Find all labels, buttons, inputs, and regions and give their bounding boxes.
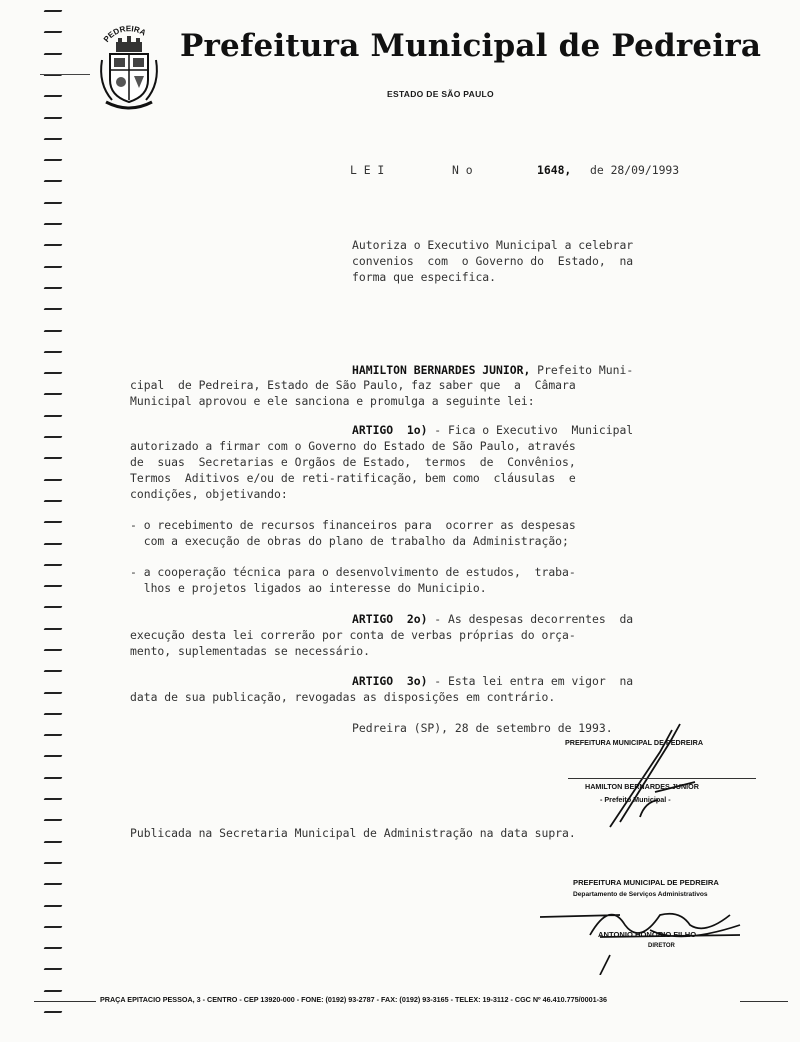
intro-first-line	[352, 363, 633, 377]
perforation-tick	[44, 31, 63, 33]
body-line: Municipal aprovou e ele sanciona e promulga a seguinte lei:	[130, 394, 535, 408]
perforation-tick	[44, 500, 63, 502]
perforation-tick	[44, 393, 63, 395]
perforation-tick	[44, 883, 63, 885]
list-item: - a cooperação técnica para o desenvolvimento de estudos, traba-	[130, 565, 576, 579]
perforation-tick	[44, 905, 63, 907]
seal-label: PEDREIRA	[101, 24, 148, 44]
body-line: autorizado a firmar com o Governo do Estado de São Paulo, através	[130, 439, 576, 453]
perforation-tick	[44, 351, 63, 353]
perforation-tick	[44, 713, 63, 715]
place-date: Pedreira (SP), 28 de setembro de 1993.	[352, 721, 613, 735]
perforation-tick	[44, 585, 63, 587]
perforation-tick	[44, 457, 63, 459]
body-line: Termos Aditivos e/ou de reti-ratificação, bem como cláusulas e	[130, 471, 576, 485]
list-item: lhos e projetos ligados ao interesse do Municipio.	[130, 581, 487, 595]
perforation-tick	[44, 734, 63, 736]
perforation-tick	[44, 372, 63, 374]
summary-line: Autoriza o Executivo Municipal a celebrar	[352, 238, 634, 252]
perforation-tick	[44, 564, 63, 566]
article-3-label: ARTIGO 3o)	[352, 674, 428, 688]
state-subtitle: ESTADO DE SÃO PAULO	[387, 89, 494, 99]
perforation-tick	[44, 862, 63, 864]
perforation-tick	[44, 479, 63, 481]
perforation-tick	[44, 308, 63, 310]
perforation-tick	[44, 692, 63, 694]
perforation-tick	[44, 138, 63, 140]
perforation-tick	[44, 521, 63, 523]
body-line: condições, objetivando:	[130, 487, 288, 501]
body-line: mento, suplementadas se necessário.	[130, 644, 371, 658]
perforation-tick	[44, 117, 63, 119]
law-number: 1648,	[537, 163, 572, 177]
perforation-tick	[44, 819, 63, 821]
law-label: L E I	[350, 163, 385, 177]
article-1-text: - Fica o Executivo Municipal	[427, 423, 634, 437]
signatory-name: HAMILTON BERNARDES JUNIOR	[585, 782, 699, 791]
perforation-tick	[44, 1011, 63, 1013]
body-line: cipal de Pedreira, Estado de São Paulo, faz saber que a Câmara	[130, 378, 576, 392]
perforation-tick	[44, 628, 63, 630]
summary-line: convenios com o Governo do Estado, na	[352, 254, 634, 268]
mayor-name: HAMILTON BERNARDES JUNIOR,	[352, 363, 531, 377]
signature-stamp-top: PREFEITURA MUNICIPAL DE PEDREIRA	[565, 738, 704, 747]
svg-text:PEDREIRA	[102, 24, 148, 44]
body-line: execução desta lei correrão por conta de verbas próprias do orça-	[130, 628, 576, 642]
article-2-first-line	[352, 612, 633, 626]
perforation-tick	[44, 841, 63, 843]
signatory-title: - Prefeito Municipal -	[600, 795, 671, 804]
list-item: - o recebimento de recursos financeiros para ocorrer as despesas	[130, 518, 576, 532]
stamp-2-role: DIRETOR	[648, 943, 675, 949]
perforation-tick	[44, 798, 63, 800]
perforation-tick	[44, 947, 63, 949]
perforation-tick	[44, 330, 63, 332]
perforation-tick	[44, 649, 63, 651]
perforation-tick	[44, 223, 63, 225]
perforation-tick	[44, 606, 63, 608]
footer-address: PRAÇA EPITACIO PESSOA, 3 - CENTRO - CEP 13920-000 - FONE: (0192) 93-2787 - FAX: (0192) 93-3165 - TELEX: 19-3112 - CGC Nº 46.410.775/0001-36	[100, 995, 608, 1004]
article-2-text: - As despesas decorrentes da	[427, 612, 634, 626]
perforation-tick	[44, 968, 63, 970]
perforation-tick	[44, 159, 63, 161]
city-seal-icon	[96, 24, 162, 110]
publication-note: Publicada na Secretaria Municipal de Administração na data supra.	[130, 826, 576, 840]
perforation-tick	[44, 53, 63, 55]
article-2-label: ARTIGO 2o)	[352, 612, 428, 626]
stamp-2-line-1: PREFEITURA MUNICIPAL DE PEDREIRA	[573, 878, 719, 887]
page-title: Prefeitura Municipal de Pedreira	[180, 28, 762, 64]
intro-text: Prefeito Muni-	[530, 363, 634, 377]
perforation-tick	[44, 436, 63, 438]
perforation-tick	[44, 244, 63, 246]
signature-line	[568, 778, 756, 779]
perforation-tick	[44, 287, 63, 289]
perforation-tick	[44, 543, 63, 545]
footer-rule-right	[740, 1001, 788, 1002]
perforation-tick	[44, 755, 63, 757]
perforation-tick	[44, 202, 63, 204]
footer-rule-left	[34, 1001, 96, 1002]
perforation-tick	[44, 10, 63, 12]
perforation-margin	[44, 0, 68, 1042]
stamp-2-name: ANTONIO HONORIO FILHO	[598, 930, 697, 939]
perforation-tick	[44, 415, 63, 417]
law-date: de 28/09/1993	[590, 163, 680, 177]
perforation-tick	[44, 926, 63, 928]
mayor-signature	[600, 722, 720, 832]
perforation-tick	[44, 95, 63, 97]
summary-line: forma que especifica.	[352, 270, 497, 284]
law-number-label: N o	[452, 163, 473, 177]
article-1-first-line	[352, 423, 633, 437]
perforation-tick	[44, 990, 63, 992]
perforation-tick	[44, 670, 63, 672]
body-line: de suas Secretarias e Orgãos de Estado, termos de Convênios,	[130, 455, 576, 469]
perforation-tick	[44, 266, 63, 268]
perforation-tick	[44, 180, 63, 182]
stamp-2-line-2: Departamento de Serviços Administrativos	[573, 891, 708, 898]
article-3-text: - Esta lei entra em vigor na	[427, 674, 634, 688]
article-1-label: ARTIGO 1o)	[352, 423, 428, 437]
header-rule	[40, 74, 90, 75]
article-3-first-line	[352, 674, 633, 688]
body-line: data de sua publicação, revogadas as disposições em contrário.	[130, 690, 556, 704]
perforation-tick	[44, 777, 63, 779]
list-item: com a execução de obras do plano de trabalho da Administração;	[130, 534, 569, 548]
